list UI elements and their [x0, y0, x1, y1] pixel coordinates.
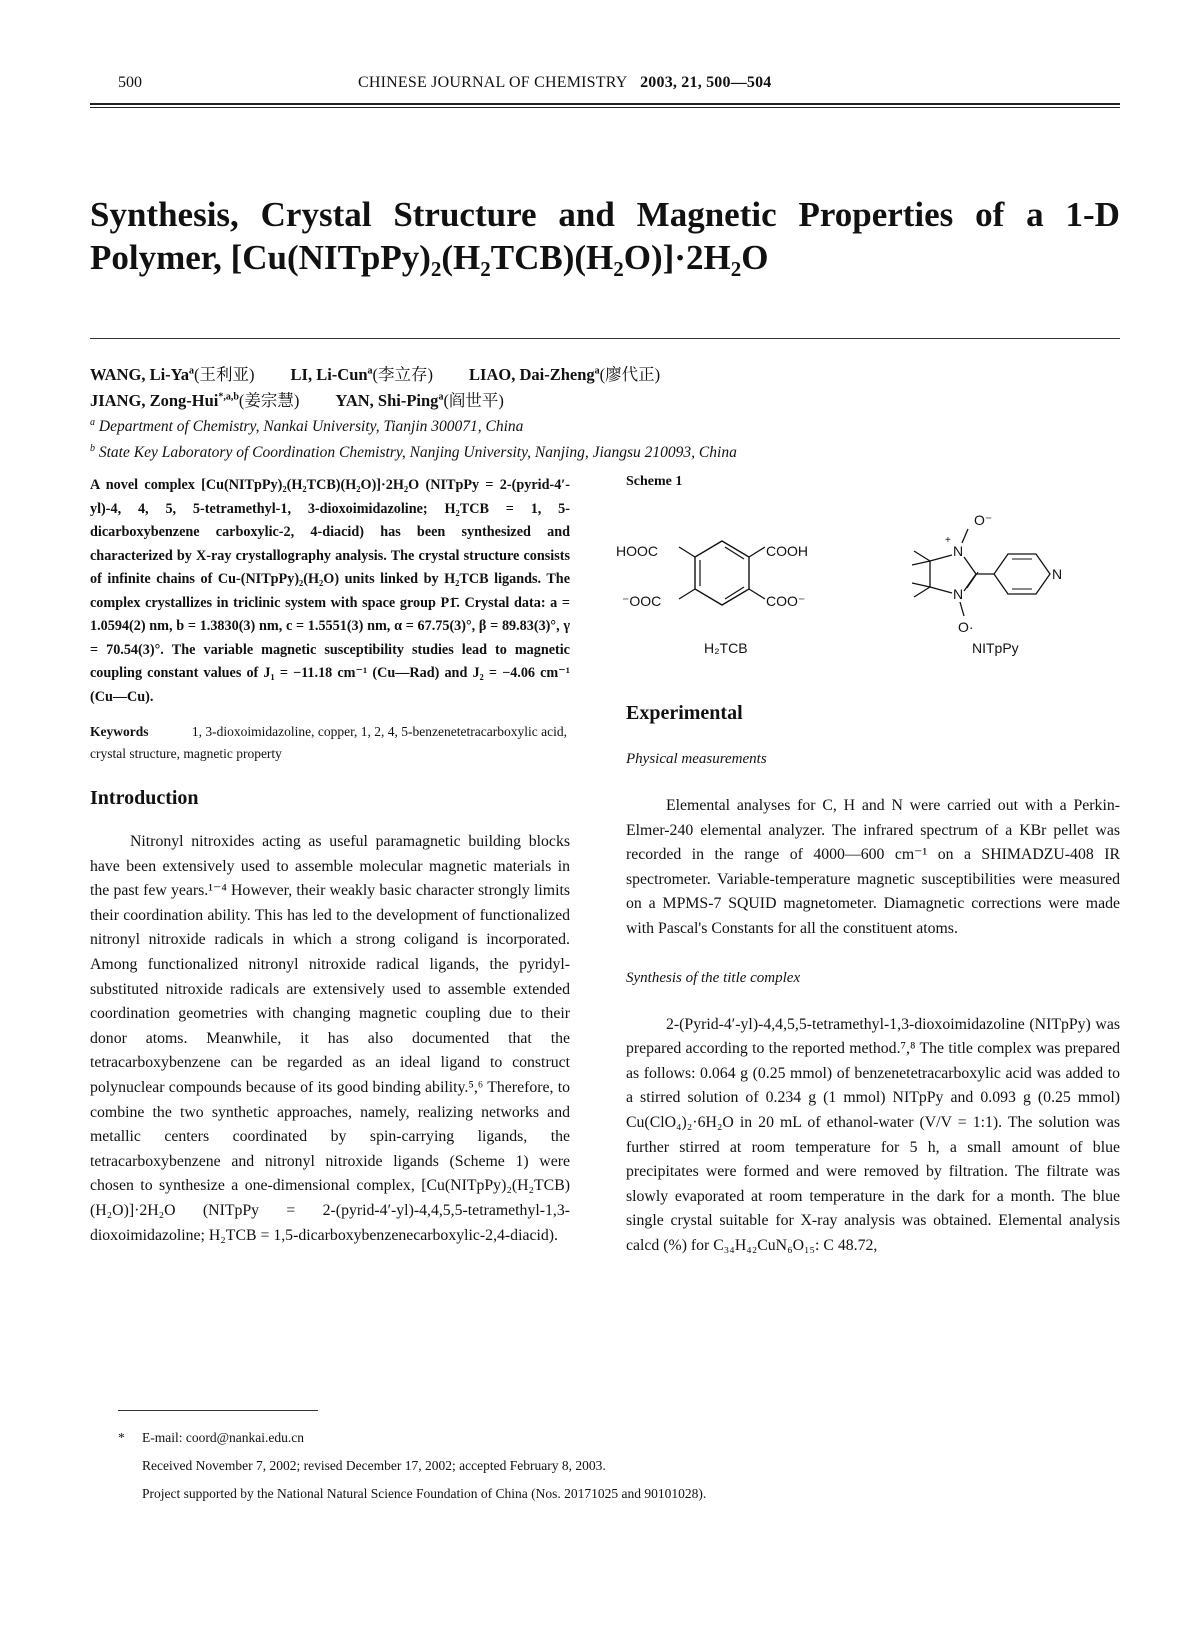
journal-citation [358, 74, 772, 92]
author-chinese-name: (姜宗慧) [238, 391, 300, 410]
author-chinese-name: (阎世平) [443, 391, 504, 410]
affiliation-b [90, 440, 1120, 466]
author [90, 391, 299, 410]
h2tcb-name: H₂TCB [704, 640, 748, 656]
author-name: LIAO, Dai-Zheng [469, 365, 595, 384]
synthesis-text: 2-(Pyrid-4′-yl)-4,4,5,5-tetramethyl-1,3-dioxoimidazoline (NITpPy) was prepared according to the reported method.⁷,⁸ The title complex was prepared as follows: 0.064 g (0.25 mmol) of benzenetetracarboxylic acid was added to a stirred solution of 0.234 g (1 mmol) NITpPy and 0.093 g (0.25 mmol) Cu(ClO₄)₂·6H₂O in 20 mL of ethanol-water (V/V = 1:1). The solution was further stirred at room temperature for 5 h, a small amount of blue precipitates were formed and were removed by filtration. The filtrate was slowly evaporated at room temperature in the dark for a month. The blue single crystal suitable for X-ray analysis was obtained. Elemental analysis calcd (%) for C₃₄H₄₂CuN₆O₁₅: C 48.72, [626, 1015, 1120, 1254]
synthesis-heading: Synthesis of the title complex [626, 969, 801, 986]
author-name: LI, Li-Cun [290, 365, 368, 384]
author-name: YAN, Shi-Ping [335, 391, 439, 410]
header-rule [90, 103, 1120, 105]
introduction-text: Nitronyl nitroxides acting as useful paramagnetic building blocks have been extensively used to assemble molecular magnetic materials in the past few years.¹⁻⁴ However, their weakly basic character strongly limits their coordination ability. This has led to the development of functionalized nitronyl nitroxide radicals in which a strong coligand is incorporated. Among functionalized nitronyl nitroxide radical ligands, the pyridyl-substituted nitroxide radicals are extensively used to assemble extended coordination geometries with changing magnetic coupling due to their donor atoms. Meanwhile, it has also documented that the tetracarboxybenzene can be regarded as an ideal ligand to construct polynuclear compounds because of its good binding ability.⁵,⁶ Therefore, to combine the two synthetic approaches, namely, realizing networks and metallic centers coordinated by spin-carrying ligands, the tetracarboxybenzene and nitronyl nitroxide ligands (Scheme 1) were chosen to synthesize a one-dimensional complex, [Cu(NITpPy)₂(H₂TCB)(H₂O)]·2H₂O (NITpPy = 2-(pyrid-4′-yl)-4,4,5,5-tetramethyl-1,3-dioxoimidazoline; H₂TCB = 1,5-dicarboxybenzenecarboxylic-2,4-diacid). [90, 833, 570, 1244]
keywords [90, 721, 570, 765]
affiliation-mark: a [90, 416, 95, 428]
affiliation-text: State Key Laboratory of Coordination Chemistry, Nanjing University, Nanjing, Jiangsu 210093, China [98, 444, 737, 461]
atom-n: N [953, 586, 964, 602]
author-affiliation-mark: a [438, 391, 444, 403]
author-line-1 [90, 362, 1120, 388]
title-line-1 [90, 193, 1120, 236]
nitppy-structure [912, 512, 1062, 656]
title-word: 1-D [1065, 195, 1120, 234]
author-chinese-name: (王利亚) [194, 365, 255, 384]
experimental-heading: Experimental [626, 702, 743, 724]
physical-measurements-heading: Physical measurements [626, 751, 767, 767]
affiliation-text: Department of Chemistry, Nankai University, Tianjin 300071, China [98, 418, 524, 435]
title-word: of [975, 195, 1005, 234]
introduction-heading: Introduction [90, 787, 199, 809]
right-column [626, 702, 1120, 1259]
title-rule [90, 338, 1120, 339]
atom-hooc: HOOC [616, 543, 658, 559]
keywords-label: Keywords [90, 724, 149, 739]
atom-cooh: COOH [766, 543, 808, 559]
atom-n-pyridine: N [1052, 566, 1063, 582]
atom-plus: + [945, 535, 951, 546]
affiliation-a [90, 414, 1120, 440]
author [90, 365, 255, 384]
footnote-rule [118, 1410, 318, 1411]
paper-title [90, 193, 1120, 279]
footnotes [118, 1424, 1098, 1508]
title-word: Synthesis, [90, 195, 239, 234]
nitppy-name: NITpPy [972, 640, 1019, 656]
scheme-figure [612, 505, 1112, 665]
abstract: A novel complex [Cu(NITpPy)₂(H₂TCB)(H₂O)]·2H₂O (NITpPy = 2-(pyrid-4′-yl)-4, 4, 5, 5-tetramethyl-1, 3-dioxoimidazoline; H₂TCB = 1, 5-dicarboxybenzene carboxylic-2, 4-diacid) has been synthesized and characterized by X-ray crystallography analysis. The crystal structure consists of infinite chains of Cu-(NITpPy)₂(H₂O) units linked by H₂TCB ligands. The complex crystallizes in triclinic system with space group P1̄. Crystal data: a = 1.0594(2) nm, b = 1.3830(3) nm, c = 1.5551(3) nm, α = 67.75(3)°, β = 89.83(3)°, γ = 70.54(3)°. The variable magnetic susceptibility studies lead to magnetic coupling constant values of J₁ = −11.18 cm⁻¹ (Cu—Rad) and J₂ = −4.06 cm⁻¹ (Cu—Cu). [90, 477, 570, 705]
header-rule-thin [90, 107, 1120, 108]
author-affiliation-mark: a [189, 365, 195, 377]
author [291, 365, 434, 384]
journal-name: CHINESE JOURNAL OF CHEMISTRY [358, 74, 628, 91]
footnote-email [118, 1424, 1098, 1452]
author-name: JIANG, Zong-Hui [90, 391, 219, 410]
author-affiliation-mark: a [594, 365, 600, 377]
author-name: WANG, Li-Ya [90, 365, 190, 384]
h2tcb-structure [616, 541, 808, 656]
footnote-star: * [118, 1430, 125, 1445]
page-number: 500 [118, 74, 142, 91]
title-word: Structure [393, 195, 537, 234]
author-chinese-name: (廖代正) [599, 365, 661, 384]
atom-coo: COO⁻ [766, 593, 806, 609]
keywords-text: 1, 3-dioxoimidazoline, copper, 1, 2, 4, 5-benzenetetracarboxylic acid, crystal structure, magnetic property [90, 724, 567, 761]
scheme-label: Scheme 1 [626, 474, 683, 489]
affiliation-mark: b [90, 442, 95, 454]
running-head [118, 74, 1098, 98]
author-chinese-name: (李立存) [372, 365, 434, 384]
title-word: Crystal [260, 195, 372, 234]
atom-o-minus: O⁻ [974, 512, 993, 528]
footnote-received: Received November 7, 2002; revised December 17, 2002; accepted February 8, 2003. [142, 1458, 606, 1473]
title-word: and [558, 195, 615, 234]
title-word: Properties [798, 195, 954, 234]
author-affiliation-mark: a [367, 365, 373, 377]
atom-n-plus: N [953, 543, 964, 559]
atom-ooc: ⁻OOC [622, 593, 662, 609]
title-word: Magnetic [636, 195, 777, 234]
title-line-2: Polymer, [Cu(NITpPy)₂(H₂TCB)(H₂O)]·2H₂O [90, 238, 769, 277]
author-affiliation-mark: *,a,b [218, 391, 239, 403]
atom-o-rad: O· [958, 619, 974, 635]
author-block [90, 362, 1120, 466]
author [469, 365, 660, 384]
footnote-project: Project supported by the National Natural Science Foundation of China (Nos. 20171025 and 90101028). [142, 1486, 707, 1501]
left-column [90, 474, 570, 1248]
email-text: E-mail: coord@nankai.edu.cn [142, 1430, 304, 1445]
physical-measurements-text: Elemental analyses for C, H and N were carried out with a Perkin-Elmer-240 elemental analyzer. The infrared spectrum of a KBr pellet was recorded in the range of 4000—600 cm⁻¹ on a SHIMADZU-408 IR spectrometer. Variable-temperature magnetic susceptibilities were measured on a MPMS-7 SQUID magnetometer. Diamagnetic corrections were made with Pascal's Constants for all the constituent atoms. [626, 797, 1120, 937]
author [335, 391, 504, 410]
title-word: a [1026, 195, 1044, 234]
journal-volume-pages: 2003, 21, 500—504 [640, 74, 772, 91]
author-line-2 [90, 388, 1120, 414]
